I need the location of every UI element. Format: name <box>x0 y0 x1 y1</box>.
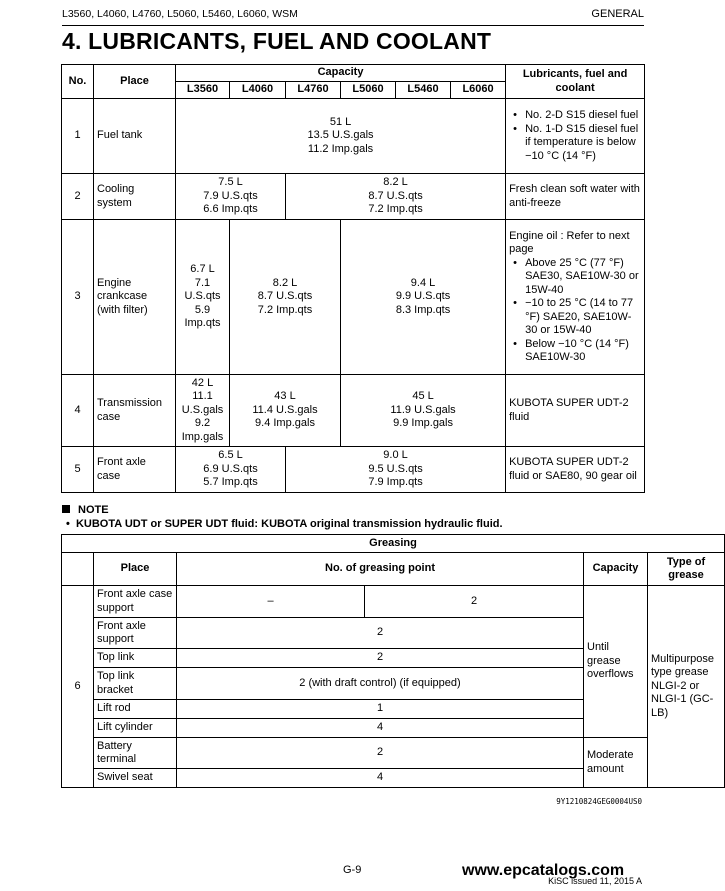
page-number: G-9 <box>343 864 362 876</box>
table-row: Battery terminal 2 Moderate amount <box>62 738 725 769</box>
issued-date: KiSC issued 11, 2015 A <box>548 876 642 886</box>
capacity-overflow: Until grease overflows <box>584 586 648 738</box>
table-row: Front axle support 2 <box>62 618 725 649</box>
header-section: GENERAL <box>591 8 644 20</box>
table-row: 1 Fuel tank 51 L 13.5 U.S.gals 11.2 Imp.gals • No. 2-D S15 diesel fuel • No. 1-D S15 diesel fuel if temperature is below −10 °C (14 °F) <box>62 99 645 174</box>
header-divider <box>62 25 644 26</box>
table-row: 3 Engine crankcase (with filter) 6.7 L 7.1 U.S.qts 5.9 Imp.qts 8.2 L 8.7 U.S.qts 7.2 Imp.qts 9.4 L 9.9 U.S.qts 8.3 Imp.qts Engine oil : Refer to next page • Above 25 °C (77 °F) SAE30, SAE10W-30 or 15W-40 • −10 to 25 °C (14 to 77 °F) SAE20, SAE10W-30 or 15W-40 • Below −10 °C (14 °F) SAE10W-30 <box>62 220 645 375</box>
header-models: L3560, L4060, L4760, L5060, L5460, L6060, WSM <box>62 8 298 20</box>
capacity-cell: 8.2 L 8.7 U.S.qts 7.2 Imp.qts <box>230 220 341 375</box>
grease-type: Multipurpose type grease NLGI-2 or NLGI-1 (GC-LB) <box>648 586 725 788</box>
col-no: No. <box>62 65 94 99</box>
table-row: Top link bracket 2 (with draft control) (if equipped) <box>62 668 725 700</box>
capacity-cell: 9.0 L 9.5 U.S.qts 7.9 Imp.qts <box>286 447 506 493</box>
table-row: Lift cylinder 4 <box>62 719 725 738</box>
note-block: NOTE • KUBOTA UDT or SUPER UDT fluid: KUBOTA original transmission hydraulic fluid. <box>62 503 503 531</box>
lubricant-cell: • No. 2-D S15 diesel fuel • No. 1-D S15 diesel fuel if temperature is below −10 °C (14 °F) <box>506 99 645 174</box>
model-header: L3560 <box>176 82 230 99</box>
greasing-title: Greasing <box>62 535 725 553</box>
col-place: Place <box>94 553 177 586</box>
lubricant-cell: Fresh clean soft water with anti-freeze <box>506 174 645 220</box>
table-row: Top link 2 <box>62 649 725 668</box>
table-row: Lift rod 1 <box>62 700 725 719</box>
model-header: L5060 <box>341 82 396 99</box>
col-grease-type: Type of grease <box>648 553 725 586</box>
greasing-table <box>61 534 725 788</box>
lubricant-cell: KUBOTA SUPER UDT-2 fluid <box>506 375 645 447</box>
col-greasing-point: No. of greasing point <box>177 553 584 586</box>
model-header: L6060 <box>451 82 506 99</box>
capacity-moderate: Moderate amount <box>584 738 648 788</box>
capacity-cell: 6.7 L 7.1 U.S.qts 5.9 Imp.qts <box>176 220 230 375</box>
capacity-cell: 7.5 L 7.9 U.S.qts 6.6 Imp.qts <box>176 174 286 220</box>
model-header: L4760 <box>286 82 341 99</box>
model-header: L5460 <box>396 82 451 99</box>
capacity-cell: 6.5 L 6.9 U.S.qts 5.7 Imp.qts <box>176 447 286 493</box>
capacity-cell: 43 L 11.4 U.S.gals 9.4 Imp.gals <box>230 375 341 447</box>
capacity-cell: 51 L 13.5 U.S.gals 11.2 Imp.gals <box>176 99 506 174</box>
table-row: 6 Front axle case support – 2 Until grease overflows Multipurpose type grease NLGI-2 or NLGI-1 (GC-LB) <box>62 586 725 618</box>
lubricant-cell: KUBOTA SUPER UDT-2 fluid or SAE80, 90 gear oil <box>506 447 645 493</box>
table-row: 4 Transmission case 42 L 11.1 U.S.gals 9.2 Imp.gals 43 L 11.4 U.S.gals 9.4 Imp.gals 45 L 11.9 U.S.gals 9.9 Imp.gals KUBOTA SUPER UDT-2 fluid <box>62 375 645 447</box>
capacity-cell: 42 L 11.1 U.S.gals 9.2 Imp.gals <box>176 375 230 447</box>
page-header <box>62 8 644 24</box>
page-title: 4. LUBRICANTS, FUEL AND COOLANT <box>62 28 492 54</box>
col-capacity: Capacity <box>584 553 648 586</box>
capacity-cell: 45 L 11.9 U.S.gals 9.9 Imp.gals <box>341 375 506 447</box>
col-place: Place <box>94 65 176 99</box>
row-number: 6 <box>62 586 94 788</box>
col-lubricants: Lubricants, fuel and coolant <box>506 65 645 99</box>
model-header: L4060 <box>230 82 286 99</box>
lubricants-table <box>61 64 645 493</box>
capacity-cell: 8.2 L 8.7 U.S.qts 7.2 Imp.qts <box>286 174 506 220</box>
capacity-cell: 9.4 L 9.9 U.S.qts 8.3 Imp.qts <box>341 220 506 375</box>
table-row: 5 Front axle case 6.5 L 6.9 U.S.qts 5.7 Imp.qts 9.0 L 9.5 U.S.qts 7.9 Imp.qts KUBOTA SUPER UDT-2 fluid or SAE80, 90 gear oil <box>62 447 645 493</box>
col-capacity: Capacity <box>176 65 506 82</box>
document-code: 9Y1210824GEG0004US0 <box>556 797 642 806</box>
note-square-icon <box>62 505 70 513</box>
table-row: 2 Cooling system 7.5 L 7.9 U.S.qts 6.6 Imp.qts 8.2 L 8.7 U.S.qts 7.2 Imp.qts Fresh clean soft water with anti-freeze <box>62 174 645 220</box>
watermark: www.epcatalogs.com <box>462 862 625 879</box>
table-row: Swivel seat 4 <box>62 769 725 788</box>
lubricant-cell: Engine oil : Refer to next page • Above 25 °C (77 °F) SAE30, SAE10W-30 or 15W-40 • −10 to 25 °C (14 to 77 °F) SAE20, SAE10W-30 or 15W-40 • Below −10 °C (14 °F) SAE10W-30 <box>506 220 645 375</box>
